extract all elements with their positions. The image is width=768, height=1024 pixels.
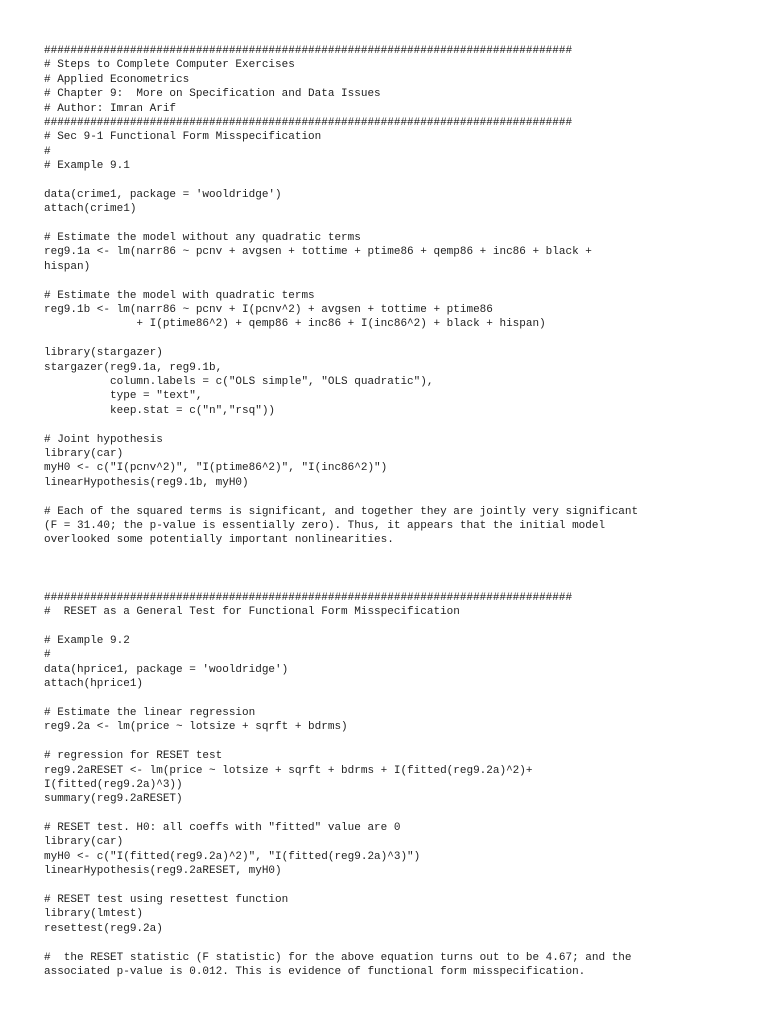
comment-line: # Example 9.2 (44, 635, 130, 648)
blank-line (44, 418, 744, 432)
divider-line: ################################################################################ (44, 116, 573, 129)
code-line: reg9.1a <- lm(narr86 ~ pcnv + avgsen + tottime + ptime86 + qemp86 + inc86 + black + (44, 246, 592, 259)
comment-line: # Chapter 9: More on Specification and Data Issues (44, 88, 381, 101)
code-line: reg9.1b <- lm(narr86 ~ pcnv + I(pcnv^2) + avgsen + tottime + ptime86 (44, 304, 493, 317)
comment-line: # regression for RESET test (44, 750, 223, 763)
code-line: linearHypothesis(reg9.2aRESET, myH0) (44, 865, 282, 878)
blank-line (44, 562, 744, 576)
code-line: hispan) (44, 260, 91, 273)
comment-line: # Applied Econometrics (44, 73, 190, 86)
code-line: attach(hprice1) (44, 678, 144, 691)
blank-line (44, 879, 744, 893)
comment-line: # Estimate the linear regression (44, 706, 256, 719)
document-page (44, 44, 744, 979)
comment-line: # Author: Imran Arif (44, 102, 177, 115)
code-line: I(fitted(reg9.2a)^3)) (44, 778, 183, 791)
code-line: column.labels = c("OLS simple", "OLS quadratic"), (44, 375, 434, 388)
blank-line (44, 576, 744, 590)
blank-line (44, 274, 744, 288)
code-line: overlooked some potentially important nonlinearities. (44, 534, 394, 547)
code-listing (44, 44, 744, 979)
blank-line (44, 936, 744, 950)
comment-line: # the RESET statistic (F statistic) for the above equation turns out to be 4.67; and the (44, 951, 632, 964)
code-line: library(car) (44, 447, 124, 460)
comment-line: # Estimate the model without any quadratic terms (44, 232, 361, 245)
divider-line: ################################################################################ (44, 591, 573, 604)
comment-line: # Each of the squared terms is significant, and together they are jointly very significant (44, 505, 639, 518)
code-line: linearHypothesis(reg9.1b, myH0) (44, 476, 249, 489)
blank-line (44, 692, 744, 706)
code-line: + I(ptime86^2) + qemp86 + inc86 + I(inc86^2) + black + hispan) (44, 318, 546, 331)
comment-line: # (44, 649, 51, 662)
blank-line (44, 620, 744, 634)
code-line: library(stargazer) (44, 347, 163, 360)
comment-line: # RESET test. H0: all coeffs with "fitted" value are 0 (44, 822, 401, 835)
blank-line (44, 548, 744, 562)
comment-line: # Steps to Complete Computer Exercises (44, 59, 295, 72)
comment-line: # Example 9.1 (44, 160, 130, 173)
code-line: summary(reg9.2aRESET) (44, 793, 183, 806)
code-line: resettest(reg9.2a) (44, 922, 163, 935)
code-line: library(lmtest) (44, 908, 144, 921)
code-line: myH0 <- c("I(fitted(reg9.2a)^2)", "I(fitted(reg9.2a)^3)") (44, 850, 421, 863)
comment-line: # Estimate the model with quadratic terms (44, 289, 315, 302)
blank-line (44, 735, 744, 749)
blank-line (44, 332, 744, 346)
blank-line (44, 807, 744, 821)
divider-line: ################################################################################ (44, 45, 573, 57)
code-line: reg9.2a <- lm(price ~ lotsize + sqrft + bdrms) (44, 721, 348, 734)
code-line: data(hprice1, package = 'wooldridge') (44, 663, 289, 676)
comment-line: # (44, 145, 51, 158)
comment-line: # Joint hypothesis (44, 433, 163, 446)
code-line: reg9.2aRESET <- lm(price ~ lotsize + sqrft + bdrms + I(fitted(reg9.2a)^2)+ (44, 764, 533, 777)
comment-line: # Sec 9-1 Functional Form Misspecification (44, 131, 322, 144)
code-line: keep.stat = c("n","rsq")) (44, 404, 276, 417)
blank-line (44, 217, 744, 231)
code-line: data(crime1, package = 'wooldridge') (44, 188, 282, 201)
code-line: attach(crime1) (44, 203, 137, 216)
code-line: stargazer(reg9.1a, reg9.1b, (44, 361, 223, 374)
code-line: associated p-value is 0.012. This is evidence of functional form misspecification. (44, 966, 586, 978)
code-line: library(car) (44, 836, 124, 849)
comment-line: # RESET as a General Test for Functional Form Misspecification (44, 606, 460, 619)
code-line: myH0 <- c("I(pcnv^2)", "I(ptime86^2)", "I(inc86^2)") (44, 462, 388, 475)
blank-line (44, 490, 744, 504)
code-line: (F = 31.40; the p-value is essentially zero). Thus, it appears that the initial model (44, 519, 606, 532)
blank-line (44, 174, 744, 188)
code-line: type = "text", (44, 390, 203, 403)
comment-line: # RESET test using resettest function (44, 894, 289, 907)
